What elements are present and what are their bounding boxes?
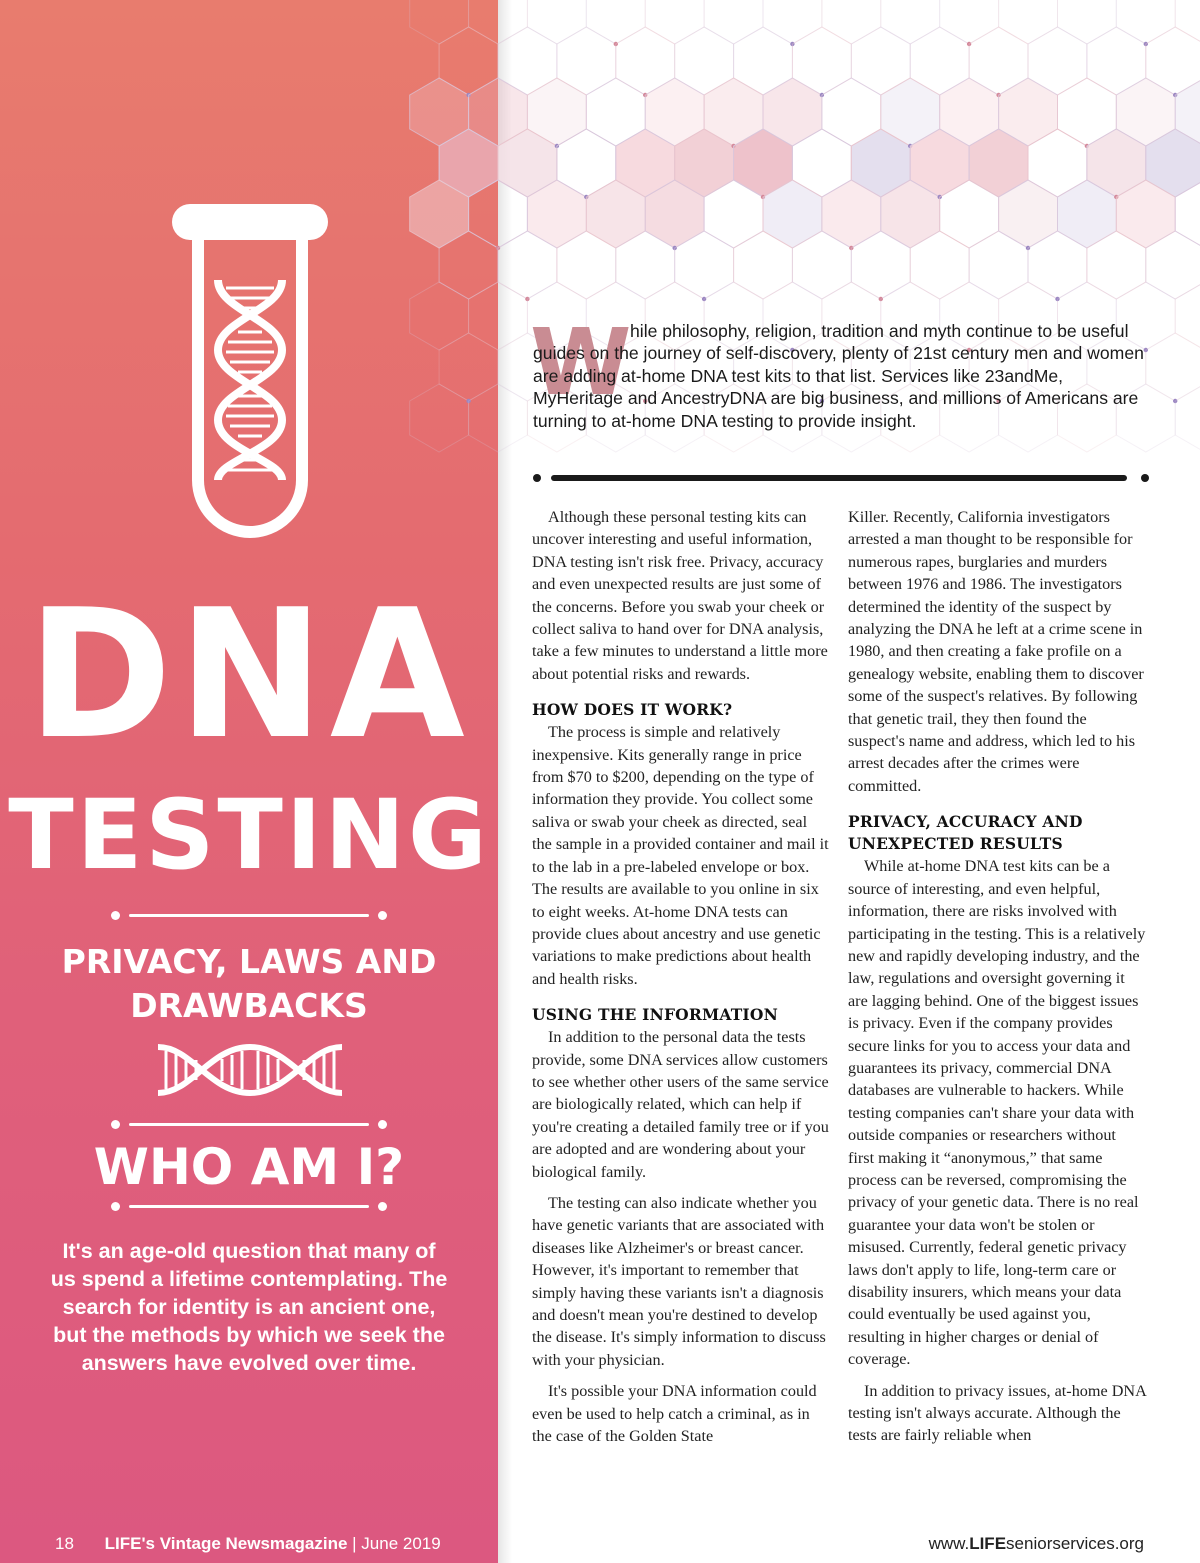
paragraph: Although these personal testing kits can uncover interesting and useful information, DNA testing isn't risk free. Privacy, accuracy and even unexpected results are just some of the concerns. Before you swab your cheek or collect saliva to hand over for DNA analysis, take a few minutes to understand a little more about potential risks and rewards.	[532, 508, 828, 683]
magazine-name: LIFE's Vintage Newsmagazine	[104, 1534, 348, 1553]
section-heading-how-it-works: HOW DOES IT WORK?	[532, 700, 733, 720]
hexagon-molecule-illustration	[498, 0, 1200, 300]
url-suffix: seniorservices.org	[1006, 1534, 1144, 1553]
hexagon-cell	[999, 0, 1058, 44]
lead-paragraph	[533, 320, 1153, 432]
paragraph: Killer. Recently, California investigators arrested a man thought to be responsible for numerous rapes, burglaries and murders between 1976 and 1986. The investigators determined the identity of the suspect by analyzing the DNA he left at a crime scene in 1980, and then creating a fake profile on a genealogy website, enabling them to discover some of the suspect's relatives. By following that genetic trail, they then found the suspect's name and address, which led to his arrest decades after the crimes were committed.	[848, 508, 1144, 795]
issue-date: June 2019	[361, 1534, 441, 1553]
section-heading-using-information: USING THE INFORMATION	[532, 1005, 778, 1025]
subtitle: PRIVACY, LAWS AND DRAWBACKS	[61, 942, 437, 1025]
paragraph: In addition to the personal data the tests provide, some DNA services allow customers to see whether other users of the same service are biologically related, which can help if you're creating a detailed family tree or if you are adopted and are wondering about your biological family.	[532, 1028, 829, 1181]
paragraph: The process is simple and relatively inexpensive. Kits generally range in price from $70 to $200, depending on the type of information they provide. You collect some saliva or swab your cheek as directed, seal the sample in a provided container and mail it to the lab in a pre-labeled envelope or box. The results are available to you online in six to eight weeks. At-home DNA tests can provide clues about ancestry and use genetic variations to make predictions about health and health risks.	[532, 723, 829, 988]
hexagon-cell	[763, 0, 822, 44]
paragraph: The testing can also indicate whether you have genetic variants that are associated with diseases like Alzheimer's or breast cancer. However, it's important to remember that simply having these variants isn't a diagnosis and doesn't mean you're destined to develop the disease. It's simply information to discuss with your physician.	[532, 1193, 826, 1369]
paragraph: It's possible your DNA information could even be used to help catch a criminal, as in the case of the Golden State	[532, 1382, 817, 1446]
drop-cap-letter: W	[530, 309, 632, 416]
hexagon-cell	[881, 0, 940, 44]
paragraph: While at-home DNA test kits can be a source of interesting, and even helpful, information, there are risks involved with participating in the testing. This is a relatively new and rapidly developing industry, and the law, regulations and oversight governing it are lagging behind. One of the biggest issues is privacy. Even if the company provides secure links for you to access your data and guarantees its privacy, commercial DNA databases are vulnerable to hackers. While testing companies can't share your data with outside companies or researchers without first making it “anonymous,” that same process can be reversed, compromising the privacy of your genetic data. There is no real guarantee your data won't be stolen or misused. Currently, federal genetic privacy laws don't apply to life, long-term care or disability insurers, which means your data could eventually be used against you, resulting in higher charges or denial of coverage.	[848, 857, 1146, 1369]
url-prefix: www.	[928, 1534, 970, 1553]
section-heading-privacy: PRIVACY, ACCURACY AND UNEXPECTED RESULTS	[848, 812, 1083, 854]
hexagon-cell	[1058, 0, 1117, 44]
footer-separator: |	[352, 1534, 357, 1553]
dna-helix-icon	[152, 1035, 348, 1105]
decorative-rule-middle	[107, 1118, 391, 1130]
decorative-rule-top	[107, 909, 391, 921]
hexagon-cell	[586, 0, 645, 44]
hexagon-cell	[1116, 0, 1175, 44]
footer-left	[55, 1533, 441, 1555]
hexagon-cell	[1175, 384, 1200, 452]
hexagon-cell	[1146, 333, 1200, 401]
hexagon-cell	[822, 0, 881, 44]
page-number: 18	[55, 1534, 74, 1553]
website-url	[929, 1533, 1144, 1555]
article-column-2	[848, 506, 1146, 1456]
test-tube-dna-icon	[160, 200, 340, 560]
question-heading: WHO AM I?	[93, 1138, 405, 1196]
feature-intro: It's an age-old question that many of us spend a lifetime contemplating. The search for identity is an ancient one, but the methods by which we seek the answers have evolved over time.	[50, 1239, 448, 1375]
hexagon-cell	[645, 0, 704, 44]
lead-text: hile philosophy, religion, tradition and myth continue to be useful guides on the journey of self-discovery, plenty of 21st century men and women are adding at-home DNA test kits to that list. Services like 23andMe, MyHeritage and AncestryDNA are big business, and millions of Americans are turning to at-home DNA testing to provide insight.	[533, 321, 1144, 431]
url-brand: LIFE	[969, 1534, 1007, 1553]
hexagon-cell	[1175, 0, 1200, 44]
decorative-rule-bottom	[107, 1200, 391, 1212]
paragraph: In addition to privacy issues, at-home DNA testing isn't always accurate. Although the tests are fairly reliable when	[848, 1381, 1146, 1445]
hexagon-cell	[940, 0, 999, 44]
article-column-1	[532, 506, 830, 1456]
hexagon-cell	[527, 0, 586, 44]
hexagon-cell	[704, 0, 763, 44]
headline-testing: TESTING	[8, 779, 490, 891]
lead-divider	[533, 471, 1149, 485]
headline-dna: DNA	[27, 571, 471, 778]
